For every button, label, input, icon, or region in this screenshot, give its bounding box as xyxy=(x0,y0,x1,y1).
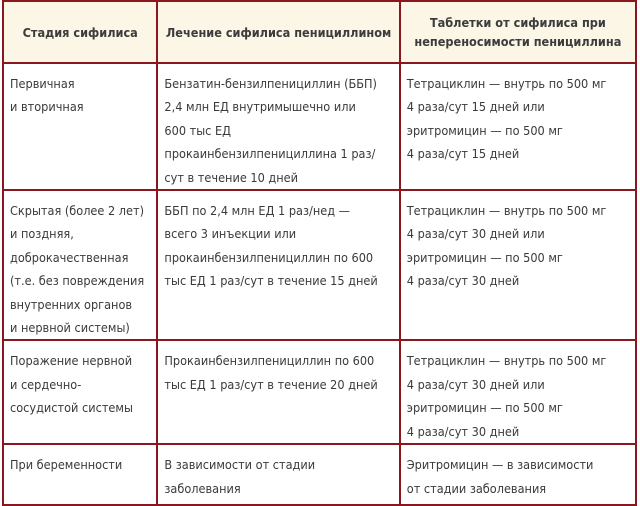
table-row xyxy=(3,190,636,340)
stage-cell: Поражение нервной и сердечно- сосудистой системы xyxy=(3,340,157,444)
table-header-row xyxy=(3,1,636,63)
alternative-cell: Тетрациклин — внутрь по 500 мг 4 раза/сут 15 дней или эритромицин — по 500 мг 4 раза/сут 15 дней xyxy=(400,63,636,190)
header-stage: Стадия сифилиса xyxy=(3,1,157,63)
alternative-cell: Тетрациклин — внутрь по 500 мг 4 раза/сут 30 дней или эритромицин — по 500 мг 4 раза/сут 30 дней xyxy=(400,190,636,340)
syphilis-treatment-table xyxy=(2,0,637,506)
penicillin-cell: ББП по 2,4 млн ЕД 1 раз/нед — всего 3 инъекции или прокаинбензилпенициллин по 600 тыс ЕД 1 раз/сут в течение 15 дней xyxy=(157,190,399,340)
stage-cell: Первичная и вторичная xyxy=(3,63,157,190)
stage-cell: Скрытая (более 2 лет) и поздняя, доброкачественная (т.е. без повреждения внутренних органов и нервной системы) xyxy=(3,190,157,340)
penicillin-cell: В зависимости от стадии заболевания xyxy=(157,444,399,505)
header-penicillin-intolerance-pills: Таблетки от сифилиса при непереносимости пенициллина xyxy=(400,1,636,63)
penicillin-cell: Бензатин-бензилпенициллин (ББП) 2,4 млн ЕД внутримышечно или 600 тыс ЕД прокаинбензилпенициллина 1 раз/ сут в течение 10 дней xyxy=(157,63,399,190)
table-row xyxy=(3,444,636,505)
alternative-cell: Эритромицин — в зависимости от стадии заболевания xyxy=(400,444,636,505)
penicillin-cell: Прокаинбензилпенициллин по 600 тыс ЕД 1 раз/сут в течение 20 дней xyxy=(157,340,399,444)
header-penicillin-treatment: Лечение сифилиса пенициллином xyxy=(157,1,399,63)
table-row xyxy=(3,340,636,444)
alternative-cell: Тетрациклин — внутрь по 500 мг 4 раза/сут 30 дней или эритромицин — по 500 мг 4 раза/сут 30 дней xyxy=(400,340,636,444)
stage-cell: При беременности xyxy=(3,444,157,505)
table-row xyxy=(3,63,636,190)
